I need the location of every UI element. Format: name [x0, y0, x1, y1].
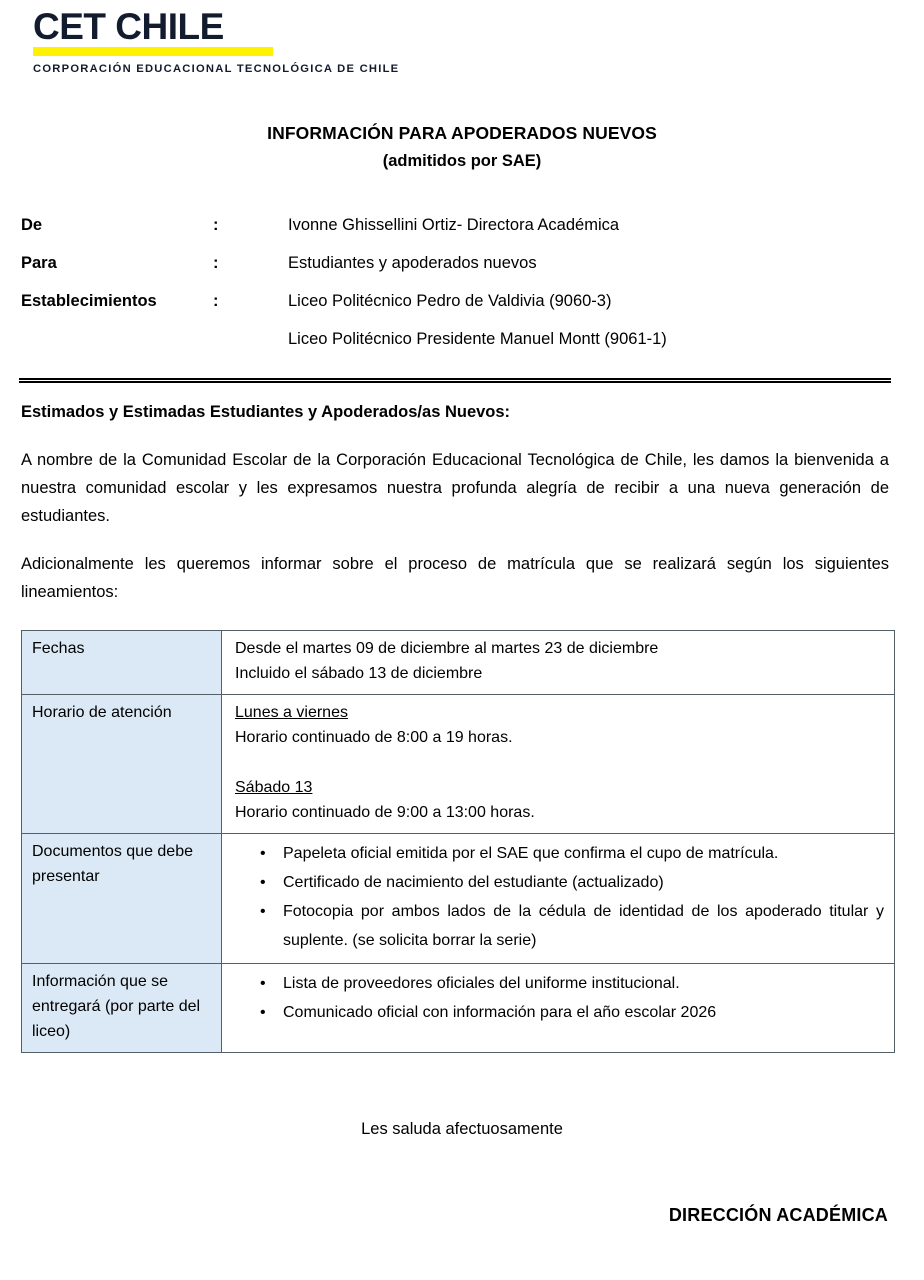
enrollment-info-table: [21, 630, 895, 1053]
horario-weekday-text: Horario continuado de 8:00 a 19 horas.: [235, 729, 513, 746]
header-divider: [19, 378, 891, 383]
table-value-documentos: [222, 834, 895, 964]
horario-saturday-heading: Sábado 13: [235, 779, 313, 796]
horario-saturday-text: Horario continuado de 9:00 a 13:00 horas.: [235, 804, 535, 821]
table-value-informacion: [222, 964, 895, 1053]
documentos-bullet-list: [235, 839, 884, 955]
field-value-establecimientos-1: Liceo Politécnico Pedro de Valdivia (9060-3): [288, 292, 612, 310]
list-item: • Fotocopia por ambos lados de la cédula de identidad de los apoderado titular y suplente. (se solicita borrar la serie): [235, 897, 884, 955]
field-value-de: Ivonne Ghissellini Ortiz- Directora Académica: [288, 216, 620, 234]
closing-line: Les saluda afectuosamente: [361, 1120, 563, 1138]
horario-weekday-heading: Lunes a viernes: [235, 704, 348, 721]
table-label-informacion: Información que se entregará (por parte del liceo): [22, 964, 222, 1053]
field-row-para: [21, 254, 901, 273]
fechas-line-2: Incluido el sábado 13 de diciembre: [235, 665, 483, 682]
field-value-establecimientos-2: Liceo Politécnico Presidente Manuel Montt (9061-1): [288, 330, 667, 348]
field-label-de: De: [21, 216, 43, 234]
page-subtitle: (admitidos por SAE): [382, 152, 542, 170]
field-row-de: [21, 216, 901, 235]
horario-spacer: [235, 750, 884, 775]
field-value-para: Estudiantes y apoderados nuevos: [288, 254, 537, 272]
field-label-para: Para: [21, 254, 57, 272]
list-item: • Certificado de nacimiento del estudiante (actualizado): [235, 868, 884, 897]
greeting-line: Estimados y Estimadas Estudiantes y Apoderados/as Nuevos:: [21, 403, 511, 421]
header-fields: [21, 216, 901, 349]
paragraph-enrollment-intro: Adicionalmente les queremos informar sobre el proceso de matrícula que se realizará según los siguientes lineamientos:: [21, 555, 889, 601]
informacion-bullet-list: [235, 969, 884, 1027]
table-value-horario: [222, 695, 895, 834]
table-row-horario: [22, 695, 895, 834]
field-colon-para: :: [213, 254, 219, 272]
logo: [33, 8, 453, 75]
field-label-establecimientos: Establecimientos: [21, 292, 157, 310]
list-item: • Comunicado oficial con información para el año escolar 2026: [235, 998, 884, 1027]
paragraph-welcome: A nombre de la Comunidad Escolar de la Corporación Educacional Tecnológica de Chile, les damos la bienvenida a nuestra comunidad escolar y les expresamos nuestra profunda alegría de recibir a una nueva generación de estudiantes.: [21, 451, 889, 525]
logo-subtitle: CORPORACIÓN EDUCACIONAL TECNOLÓGICA DE CHILE: [33, 63, 400, 75]
table-label-horario: Horario de atención: [22, 695, 222, 834]
list-item: • Lista de proveedores oficiales del uniforme institucional.: [235, 969, 884, 998]
field-row-establecimientos: [21, 292, 901, 311]
table-label-documentos: Documentos que debe presentar: [22, 834, 222, 964]
signature-line: DIRECCIÓN ACADÉMICA: [668, 1205, 888, 1225]
table-row-documentos: [22, 834, 895, 964]
field-colon-establecimientos: :: [213, 292, 219, 310]
list-item: • Papeleta oficial emitida por el SAE que confirma el cupo de matrícula.: [235, 839, 884, 868]
body-content: [21, 400, 889, 606]
field-colon-de: :: [213, 216, 219, 234]
table-value-fechas: [222, 631, 895, 695]
field-row-establecimientos-second: [21, 330, 901, 349]
fechas-line-1: Desde el martes 09 de diciembre al martes 23 de diciembre: [235, 640, 659, 657]
table-label-fechas: Fechas: [22, 631, 222, 695]
logo-wordmark: CET CHILE: [33, 6, 224, 47]
table-row-informacion: [22, 964, 895, 1053]
page-title: INFORMACIÓN PARA APODERADOS NUEVOS: [267, 123, 657, 143]
table-row-fechas: [22, 631, 895, 695]
logo-yellow-bar: [33, 47, 273, 56]
